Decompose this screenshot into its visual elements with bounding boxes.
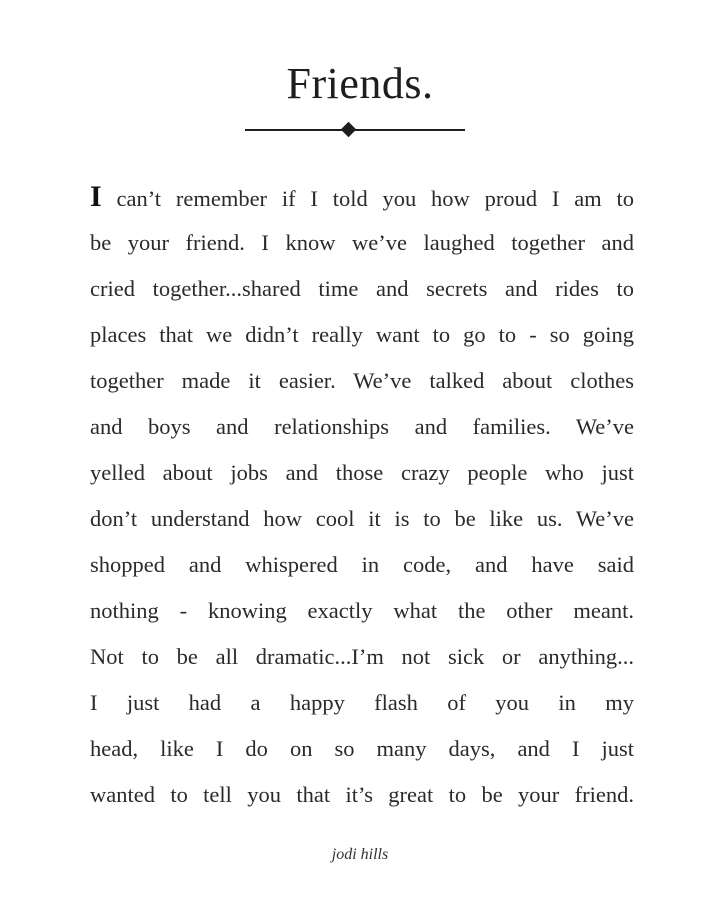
- divider-rule-right: [352, 129, 465, 131]
- author-signature: jodi hills: [331, 846, 389, 863]
- poem-line: and boys and relationships and families. We’ve: [90, 414, 634, 439]
- poem-body: [90, 174, 634, 818]
- poem-line: be your friend. I know we’ve laughed together and: [90, 230, 634, 255]
- poem-line: yelled about jobs and those crazy people who just: [90, 460, 634, 485]
- poem-line: shopped and whispered in code, and have said: [90, 552, 634, 577]
- page-title: Friends.: [286, 59, 434, 108]
- poem-line: I just had a happy flash of you in my: [90, 690, 634, 715]
- drop-cap: I: [90, 180, 102, 213]
- poem-line: wanted to tell you that it’s great to be your friend.: [90, 782, 634, 807]
- divider-rule-left: [245, 129, 342, 131]
- poem-line: places that we didn’t really want to go to - so going: [90, 322, 634, 347]
- poem-line-text: can’t remember if I told you how proud I am to: [101, 186, 634, 211]
- poem-line: together made it easier. We’ve talked about clothes: [90, 368, 634, 393]
- poem-line: Not to be all dramatic...I’m not sick or anything...: [90, 644, 634, 669]
- poem-line: nothing - knowing exactly what the other meant.: [90, 598, 634, 623]
- poem-line: cried together...shared time and secrets and rides to: [90, 276, 634, 301]
- poem-line: don’t understand how cool it is to be like us. We’ve: [90, 506, 634, 531]
- title-divider: [245, 122, 465, 138]
- poem-line: head, like I do on so many days, and I just: [90, 736, 634, 761]
- poem-line: [90, 174, 634, 220]
